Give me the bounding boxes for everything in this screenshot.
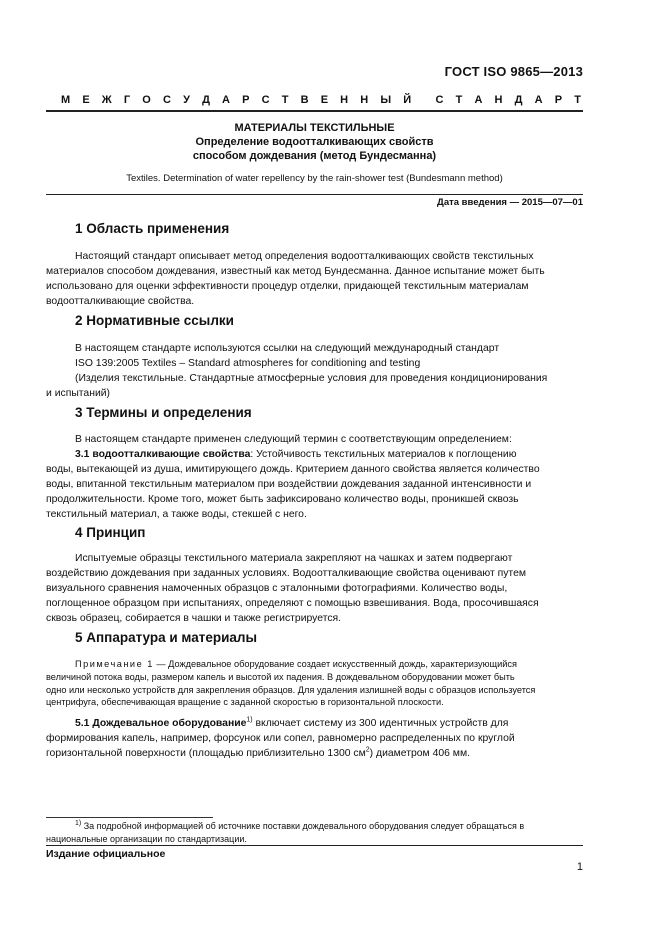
banner-letter: Н bbox=[494, 94, 503, 106]
banner-letter: Д bbox=[202, 94, 210, 106]
text-line: использовано для оценки эффективности процедур отделки, придающей текстильным материалам bbox=[46, 281, 529, 292]
item-name: Дождевальное оборудование bbox=[92, 718, 247, 729]
text-line: воды, впитанной текстильным материалом при воздействии дождевания заданной интенсивности и bbox=[46, 479, 532, 490]
title-english: Textiles. Determination of water repellency by the rain-shower test (Bundesmann method) bbox=[126, 173, 503, 184]
text-fragment: ) диаметром 406 мм. bbox=[369, 748, 470, 759]
document-code: ГОСТ ISO 9865—2013 bbox=[444, 64, 583, 79]
term-line bbox=[75, 447, 582, 462]
banner-letter: А bbox=[222, 94, 230, 106]
text-line: ISO 139:2005 Textiles – Standard atmospheres for conditioning and testing bbox=[75, 358, 421, 369]
banner-letter: Т bbox=[281, 94, 289, 106]
section-1-heading: 1 Область применения bbox=[75, 221, 230, 236]
footnote-ref: 1) bbox=[246, 716, 253, 724]
banner-letter: С bbox=[162, 94, 171, 106]
section-5-note bbox=[46, 658, 582, 709]
section-5-1-text bbox=[46, 716, 582, 761]
note-line: величиной потока воды, размером капель и высотой их падения. В дождевальном оборудовании может быть bbox=[46, 671, 515, 682]
text-line: В настоящем стандарте применен следующий термин с соответствующим определением: bbox=[75, 434, 512, 445]
footnote bbox=[46, 820, 583, 845]
section-5-heading: 5 Аппаратура и материалы bbox=[75, 630, 258, 645]
text-line: Испытуемые образцы текстильного материала закрепляют на чашках и затем подвергают bbox=[75, 553, 513, 564]
section-4-heading: 4 Принцип bbox=[75, 525, 146, 540]
introduction-date: Дата введения — 2015—07—01 bbox=[437, 197, 583, 208]
item-text-start: включает систему из 300 идентичных устройств для bbox=[252, 718, 509, 729]
section-2-heading: 2 Нормативные ссылки bbox=[75, 313, 234, 328]
title-block bbox=[46, 121, 583, 184]
text-fragment: горизонтальной поверхности (площадью приблизительно 1300 см bbox=[46, 748, 366, 759]
note-line bbox=[75, 658, 582, 671]
footnote-rule bbox=[46, 817, 213, 818]
text-line: материалов способом дождевания, известный как метод Бундесманна. Данное испытание может быть bbox=[46, 266, 545, 277]
footnote-line bbox=[46, 820, 583, 833]
banner-letter: А bbox=[534, 94, 543, 106]
text-line: В настоящем стандарте используются ссылки на следующий международный стандарт bbox=[75, 343, 500, 354]
section-2-text bbox=[46, 341, 582, 401]
banner-letter: Г bbox=[123, 94, 131, 106]
item-line bbox=[75, 716, 582, 731]
text-line: продолжительности. Кроме того, может быть зафиксировано количество воды, проникшей сквозь bbox=[46, 494, 519, 505]
banner-letter: Д bbox=[514, 94, 523, 106]
edition-rule bbox=[46, 845, 583, 846]
section-1-text bbox=[46, 249, 582, 309]
banner-letter: Е bbox=[320, 94, 329, 106]
text-line: водоотталкивающие свойства. bbox=[46, 296, 195, 307]
banner-letter: Р bbox=[242, 94, 250, 106]
text-line: Настоящий стандарт описывает метод определения водоотталкивающих свойств текстильных bbox=[75, 251, 534, 262]
title-line-2: Определение водоотталкивающих свойств bbox=[195, 136, 434, 148]
banner-letter: Ы bbox=[380, 94, 392, 106]
title-line-3: способом дождевания (метод Бундесманна) bbox=[192, 150, 437, 162]
banner-letter: А bbox=[474, 94, 483, 106]
text-line: воды, вытекающей из душа, имитирующего дождь. Критерием данного свойства является количество bbox=[46, 464, 540, 475]
banner-letter: С bbox=[435, 94, 444, 106]
text-line: воздействию дождевания при заданных условиях. Водоотталкивающие свойства оценивают путем bbox=[46, 568, 526, 579]
section-3-heading: 3 Термины и определения bbox=[75, 405, 252, 420]
banner-letter: Н bbox=[340, 94, 349, 106]
banner-letter: М bbox=[61, 94, 71, 106]
banner-letter: Т bbox=[574, 94, 581, 106]
term-name: водоотталкивающие свойства bbox=[92, 449, 251, 460]
title-rule bbox=[46, 194, 583, 195]
banner-letter: У bbox=[183, 94, 190, 106]
text-line: поглощенное образцом при испытаниях, определяют с помощью взвешивания. Вода, просочившаяся bbox=[46, 598, 539, 609]
item-number: 5.1 bbox=[75, 718, 90, 729]
banner-letter: Ж bbox=[101, 94, 112, 106]
edition-label: Издание официальное bbox=[46, 848, 166, 860]
banner-letter: Т bbox=[455, 94, 463, 106]
note-line: центрифуга, обеспечивающая вращение с заданной скоростью в горизонтальной плоскости. bbox=[46, 697, 444, 708]
banner-letter: Р bbox=[554, 94, 563, 106]
banner-letter: О bbox=[142, 94, 151, 106]
footnote-line: национальные организации по стандартизации. bbox=[46, 833, 247, 844]
footnote-mark: 1) bbox=[75, 820, 82, 827]
term-number: 3.1 bbox=[75, 449, 90, 460]
title-main: МАТЕРИАЛЫ ТЕКСТИЛЬНЫЕ bbox=[234, 122, 395, 134]
term-definition-start: : Устойчивость текстильных материалов к поглощению bbox=[250, 449, 517, 460]
text-line: текстильный материал, а также воды, стекшей с него. bbox=[46, 509, 307, 520]
note-line: одно или несколько устройств для закрепления образцов. Для удаления излишней воды с образцов используется bbox=[46, 684, 536, 695]
section-4-text bbox=[46, 551, 582, 626]
banner-letter: Н bbox=[360, 94, 369, 106]
banner-letter: В bbox=[300, 94, 309, 106]
banner-rule bbox=[46, 110, 583, 112]
text-line bbox=[46, 746, 582, 761]
footnote-text: За подробной информацией об источнике поставки дождевального оборудования следует обращаться в bbox=[81, 821, 525, 831]
page-number: 1 bbox=[576, 861, 583, 873]
text-line: формирования капель, например, форсунок или сопел, равномерно распределенных по круглой bbox=[46, 733, 515, 744]
note-text-start: — Дождевальное оборудование создает искусственный дождь, характеризующийся bbox=[153, 659, 517, 669]
section-3-text bbox=[46, 432, 582, 522]
standard-banner bbox=[61, 94, 581, 106]
text-line: (Изделия текстильные. Стандартные атмосферные условия для проведения кондиционирования bbox=[75, 373, 548, 384]
banner-letter: Е bbox=[82, 94, 90, 106]
note-label: Примечание 1 bbox=[75, 659, 154, 669]
superscript: 2 bbox=[365, 746, 370, 754]
banner-letter: С bbox=[261, 94, 270, 106]
banner-letter: Й bbox=[403, 94, 412, 106]
text-line: визуального сравнения намоченных образцов с эталонными фотографиями. Количество воды, bbox=[46, 583, 508, 594]
text-line: сквозь образец, собирается в чашки и также регистрируется. bbox=[46, 613, 342, 624]
text-line: и испытаний) bbox=[46, 388, 111, 399]
